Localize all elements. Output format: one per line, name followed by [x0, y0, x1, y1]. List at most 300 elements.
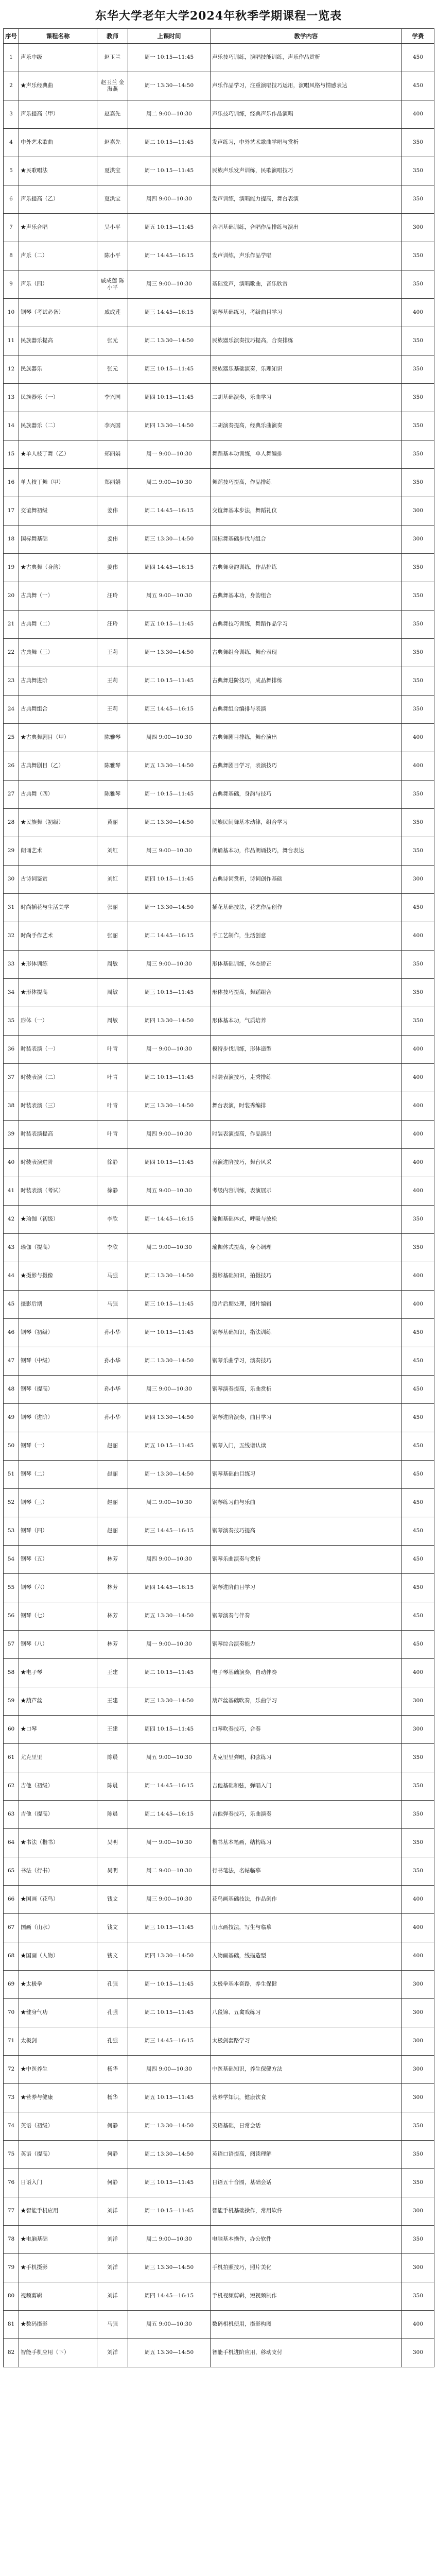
cell-time: 周二 9:00—10:30 [128, 1489, 211, 1517]
cell-no: 19 [4, 554, 19, 582]
cell-content: 智能手机进阶应用，移动支付 [211, 2339, 402, 2367]
cell-course: ★葫芦丝 [19, 1687, 97, 1716]
cell-course: 钢琴（一） [19, 1432, 97, 1461]
cell-content: 国标舞基础步伐与组合 [211, 526, 402, 554]
cell-no: 53 [4, 1517, 19, 1546]
cell-time: 周二 13:30—14:50 [128, 2141, 211, 2169]
cell-course: ★口琴 [19, 1716, 97, 1744]
cell-course: ★手机摄影 [19, 2254, 97, 2282]
cell-no: 2 [4, 72, 19, 100]
cell-teacher: 李兴国 [97, 412, 128, 440]
cell-no: 56 [4, 1602, 19, 1631]
cell-fee: 300 [402, 2339, 434, 2367]
cell-teacher: 陈小平 [97, 242, 128, 270]
cell-content: 古典舞剧目学习，表演技巧 [211, 752, 402, 781]
table-body [4, 44, 434, 2367]
table-row [4, 2027, 434, 2056]
cell-fee: 450 [402, 1602, 434, 1631]
cell-no: 45 [4, 1291, 19, 1319]
cell-course: 吉他（初级） [19, 1772, 97, 1801]
cell-course: 朗诵艺术 [19, 837, 97, 866]
table-row [4, 214, 434, 242]
cell-course: 声乐提高（甲） [19, 100, 97, 129]
cell-no: 31 [4, 894, 19, 922]
cell-fee: 400 [402, 752, 434, 781]
cell-fee: 350 [402, 384, 434, 412]
cell-no: 48 [4, 1376, 19, 1404]
cell-no: 11 [4, 327, 19, 355]
cell-course: 钢琴（三） [19, 1489, 97, 1517]
cell-content: 形体技巧提高，舞蹈组合 [211, 979, 402, 1007]
cell-content: 形体基础训练，体态矫正 [211, 951, 402, 979]
cell-time: 周二 13:30—14:50 [128, 809, 211, 837]
cell-no: 81 [4, 2311, 19, 2339]
cell-no: 49 [4, 1404, 19, 1432]
header-content: 教学内容 [211, 29, 402, 44]
cell-no: 75 [4, 2141, 19, 2169]
cell-course: 瑜伽（提高） [19, 1234, 97, 1262]
cell-fee: 350 [402, 469, 434, 497]
cell-no: 15 [4, 440, 19, 469]
table-row [4, 1262, 434, 1291]
cell-fee: 350 [402, 1772, 434, 1801]
cell-teacher: 姜伟 [97, 554, 128, 582]
cell-time: 周四 13:30—14:50 [128, 1942, 211, 1971]
cell-no: 52 [4, 1489, 19, 1517]
cell-no: 39 [4, 1121, 19, 1149]
table-row [4, 2311, 434, 2339]
cell-teacher: 郑丽娟 [97, 469, 128, 497]
cell-no: 35 [4, 1007, 19, 1036]
table-row [4, 1206, 434, 1234]
cell-teacher: 夏洪宝 [97, 157, 128, 185]
cell-content: 营养学知识，健康饮食 [211, 2084, 402, 2112]
cell-time: 周一 10:15—11:45 [128, 1319, 211, 1347]
cell-fee: 350 [402, 1829, 434, 1857]
table-row [4, 1914, 434, 1942]
cell-teacher: 孙小华 [97, 1404, 128, 1432]
cell-course: 时装表演（二） [19, 1064, 97, 1092]
cell-content: 发声训练，演唱能力提高，舞台表演 [211, 185, 402, 214]
cell-time: 周二 14:45—16:15 [128, 497, 211, 526]
cell-content: 钢琴基础练习，考级曲目学习 [211, 299, 402, 327]
table-row [4, 979, 434, 1007]
cell-fee: 300 [402, 1999, 434, 2027]
cell-fee: 400 [402, 100, 434, 129]
cell-course: ★电脑基础 [19, 2226, 97, 2254]
cell-content: 钢琴演奏提高，乐曲赏析 [211, 1376, 402, 1404]
cell-teacher: 赵玉兰 [97, 44, 128, 72]
cell-teacher: 徐静 [97, 1177, 128, 1206]
cell-fee: 400 [402, 1262, 434, 1291]
cell-fee: 450 [402, 1574, 434, 1602]
cell-course: 古典舞（一） [19, 582, 97, 611]
cell-teacher: 赵丽 [97, 1489, 128, 1517]
cell-teacher: 夏洪宝 [97, 185, 128, 214]
cell-content: 太极剑套路学习 [211, 2027, 402, 2056]
cell-time: 周一 13:30—14:50 [128, 2112, 211, 2141]
cell-course: ★民歌唱法 [19, 157, 97, 185]
cell-fee: 350 [402, 837, 434, 866]
cell-fee: 350 [402, 440, 434, 469]
table-row [4, 1999, 434, 2027]
cell-time: 周五 9:00—10:30 [128, 582, 211, 611]
cell-no: 46 [4, 1319, 19, 1347]
cell-no: 30 [4, 866, 19, 894]
cell-teacher: 李兴国 [97, 384, 128, 412]
cell-content: 钢琴综合演奏能力 [211, 1631, 402, 1659]
cell-no: 8 [4, 242, 19, 270]
cell-no: 79 [4, 2254, 19, 2282]
table-row [4, 1404, 434, 1432]
cell-no: 82 [4, 2339, 19, 2367]
cell-time: 周五 9:00—10:30 [128, 1744, 211, 1772]
cell-content: 英语口语提高，阅读理解 [211, 2141, 402, 2169]
cell-course: ★国画（花鸟） [19, 1886, 97, 1914]
cell-teacher: 王莉 [97, 667, 128, 696]
cell-no: 12 [4, 355, 19, 384]
table-row [4, 866, 434, 894]
cell-content: 照片后期处理，图片编辑 [211, 1291, 402, 1319]
cell-course: 尤克里里 [19, 1744, 97, 1772]
table-row [4, 1432, 434, 1461]
cell-course: ★数码摄影 [19, 2311, 97, 2339]
cell-content: 发声训练，声乐作品学唱 [211, 242, 402, 270]
cell-teacher: 孔强 [97, 2027, 128, 2056]
cell-no: 34 [4, 979, 19, 1007]
cell-time: 周四 13:30—14:50 [128, 412, 211, 440]
table-row [4, 1971, 434, 1999]
cell-time: 周五 9:00—10:30 [128, 2311, 211, 2339]
cell-fee: 350 [402, 696, 434, 724]
cell-no: 37 [4, 1064, 19, 1092]
cell-course: 时尚手作艺术 [19, 922, 97, 951]
cell-time: 周五 10:15—11:45 [128, 2084, 211, 2112]
cell-fee: 350 [402, 2282, 434, 2311]
cell-teacher: 李欣 [97, 1234, 128, 1262]
table-row [4, 1631, 434, 1659]
cell-time: 周三 14:45—16:15 [128, 299, 211, 327]
table-row [4, 724, 434, 752]
cell-content: 古典舞剧目排练，舞台演出 [211, 724, 402, 752]
cell-content: 数码相机使用，摄影构图 [211, 2311, 402, 2339]
cell-no: 36 [4, 1036, 19, 1064]
table-row [4, 129, 434, 157]
cell-course: ★国画（人物） [19, 1942, 97, 1971]
table-row [4, 1121, 434, 1149]
cell-time: 周二 14:45—16:15 [128, 1801, 211, 1829]
cell-time: 周一 13:30—14:50 [128, 894, 211, 922]
cell-teacher: 汪玲 [97, 582, 128, 611]
cell-fee: 450 [402, 72, 434, 100]
cell-teacher: 王莉 [97, 696, 128, 724]
cell-time: 周一 10:15—11:45 [128, 2197, 211, 2226]
table-row [4, 951, 434, 979]
table-row [4, 1064, 434, 1092]
cell-time: 周三 13:30—14:50 [128, 1092, 211, 1121]
cell-teacher: 孙小华 [97, 1347, 128, 1376]
cell-fee: 400 [402, 1914, 434, 1942]
table-row [4, 1517, 434, 1546]
cell-teacher: 周敏 [97, 1007, 128, 1036]
cell-fee: 300 [402, 214, 434, 242]
cell-time: 周三 14:45—16:15 [128, 696, 211, 724]
cell-fee: 300 [402, 526, 434, 554]
cell-content: 钢琴基础曲目练习 [211, 1461, 402, 1489]
cell-no: 72 [4, 2056, 19, 2084]
cell-time: 周二 9:00—10:30 [128, 1234, 211, 1262]
cell-no: 32 [4, 922, 19, 951]
cell-time: 周一 14:45—16:15 [128, 1772, 211, 1801]
table-row [4, 2084, 434, 2112]
cell-teacher: 何静 [97, 2141, 128, 2169]
cell-course: 钢琴（五） [19, 1546, 97, 1574]
cell-teacher: 王建 [97, 1687, 128, 1716]
cell-fee: 400 [402, 1036, 434, 1064]
cell-fee: 350 [402, 185, 434, 214]
cell-content: 时装表演技巧，走秀排练 [211, 1064, 402, 1092]
cell-teacher: 赵丽 [97, 1432, 128, 1461]
cell-course: 声乐提高（乙） [19, 185, 97, 214]
cell-course: ★书法（楷书） [19, 1829, 97, 1857]
cell-teacher: 王建 [97, 1659, 128, 1687]
cell-content: 尤克里里弹唱，和弦练习 [211, 1744, 402, 1772]
cell-fee: 350 [402, 157, 434, 185]
table-row [4, 781, 434, 809]
cell-content: 声乐技巧训练，演唱技能训练，声乐作品赏析 [211, 44, 402, 72]
cell-time: 周三 9:00—10:30 [128, 1886, 211, 1914]
cell-fee: 300 [402, 497, 434, 526]
cell-time: 周一 9:00—10:30 [128, 1829, 211, 1857]
cell-time: 周四 9:00—10:30 [128, 1121, 211, 1149]
cell-fee: 350 [402, 270, 434, 299]
table-row [4, 1177, 434, 1206]
cell-time: 周四 14:45—16:15 [128, 554, 211, 582]
cell-time: 周五 10:15—11:45 [128, 1432, 211, 1461]
cell-teacher: 李欣 [97, 1206, 128, 1234]
table-row [4, 2197, 434, 2226]
cell-teacher: 陈雅琴 [97, 752, 128, 781]
cell-teacher: 钱文 [97, 1942, 128, 1971]
cell-time: 周一 10:15—11:45 [128, 781, 211, 809]
cell-teacher: 何静 [97, 2169, 128, 2197]
cell-course: 钢琴（二） [19, 1461, 97, 1489]
cell-content: 瑜伽基础体式，呼吸与放松 [211, 1206, 402, 1234]
cell-no: 43 [4, 1234, 19, 1262]
cell-course: 古典舞进阶 [19, 667, 97, 696]
cell-course: 民族器乐（一） [19, 384, 97, 412]
cell-course: ★健身气功 [19, 1999, 97, 2027]
cell-course: 国标舞基础 [19, 526, 97, 554]
cell-course: 时装表演进阶 [19, 1149, 97, 1177]
cell-no: 73 [4, 2084, 19, 2112]
cell-teacher: 叶青 [97, 1036, 128, 1064]
cell-content: 葫芦丝基础吹奏，乐曲学习 [211, 1687, 402, 1716]
cell-fee: 450 [402, 1631, 434, 1659]
table-row [4, 894, 434, 922]
cell-time: 周一 13:30—14:50 [128, 639, 211, 667]
cell-fee: 400 [402, 1064, 434, 1092]
cell-fee: 350 [402, 639, 434, 667]
cell-course: 声乐（二） [19, 242, 97, 270]
cell-content: 钢琴演奏与伴奏 [211, 1602, 402, 1631]
cell-teacher: 汪玲 [97, 611, 128, 639]
cell-teacher: 何静 [97, 2112, 128, 2141]
table-row [4, 582, 434, 611]
cell-teacher: 刘洋 [97, 2226, 128, 2254]
cell-time: 周一 13:30—14:50 [128, 1461, 211, 1489]
cell-fee: 350 [402, 1744, 434, 1772]
table-row [4, 526, 434, 554]
cell-no: 44 [4, 1262, 19, 1291]
cell-fee: 350 [402, 809, 434, 837]
cell-no: 23 [4, 667, 19, 696]
cell-time: 周二 9:00—10:30 [128, 1857, 211, 1886]
cell-no: 61 [4, 1744, 19, 1772]
cell-no: 18 [4, 526, 19, 554]
cell-fee: 400 [402, 922, 434, 951]
cell-time: 周四 13:30—14:50 [128, 1404, 211, 1432]
cell-course: 古典舞组合 [19, 696, 97, 724]
cell-teacher: 周敏 [97, 951, 128, 979]
cell-course: 时装表演提高 [19, 1121, 97, 1149]
cell-content: 形体基本功，气质培养 [211, 1007, 402, 1036]
cell-time: 周三 10:15—11:45 [128, 1291, 211, 1319]
cell-course: 时装表演（一） [19, 1036, 97, 1064]
cell-time: 周四 9:00—10:30 [128, 185, 211, 214]
cell-time: 周三 14:45—16:15 [128, 1517, 211, 1546]
cell-content: 古典诗词赏析，诗词创作基础 [211, 866, 402, 894]
cell-fee: 300 [402, 2084, 434, 2112]
cell-time: 周一 14:45—16:15 [128, 1206, 211, 1234]
cell-course: 书法（行书） [19, 1857, 97, 1886]
cell-time: 周一 13:30—14:50 [128, 72, 211, 100]
cell-no: 58 [4, 1659, 19, 1687]
cell-teacher: 陈晨 [97, 1801, 128, 1829]
cell-course: 钢琴（八） [19, 1631, 97, 1659]
cell-content: 钢琴进阶曲目学习 [211, 1574, 402, 1602]
cell-time: 周四 14:45—16:15 [128, 2282, 211, 2311]
cell-fee: 300 [402, 2056, 434, 2084]
cell-course: 国画（山水） [19, 1914, 97, 1942]
cell-content: 发声练习，中外艺术歌曲学唱与赏析 [211, 129, 402, 157]
cell-fee: 350 [402, 582, 434, 611]
cell-fee: 450 [402, 1404, 434, 1432]
cell-course: 钢琴（初级） [19, 1319, 97, 1347]
cell-fee: 350 [402, 1857, 434, 1886]
cell-content: 钢琴进阶演奏，曲目学习 [211, 1404, 402, 1432]
cell-no: 33 [4, 951, 19, 979]
cell-content: 钢琴乐曲演奏与赏析 [211, 1546, 402, 1574]
cell-course: ★中医养生 [19, 2056, 97, 2084]
cell-no: 20 [4, 582, 19, 611]
cell-no: 28 [4, 809, 19, 837]
cell-content: 舞台表演，时装秀编排 [211, 1092, 402, 1121]
cell-teacher: 王建 [97, 1716, 128, 1744]
cell-no: 3 [4, 100, 19, 129]
table-row [4, 837, 434, 866]
cell-teacher: 杨华 [97, 2084, 128, 2112]
cell-content: 电子琴基础演奏，自动伴奏 [211, 1659, 402, 1687]
cell-time: 周三 9:00—10:30 [128, 837, 211, 866]
cell-content: 声乐作品学习，注重演唱技巧运用，演唱风格与情感表达 [211, 72, 402, 100]
cell-course: 钢琴（进阶） [19, 1404, 97, 1432]
table-row [4, 2056, 434, 2084]
cell-content: 舞蹈技巧提高，作品排练 [211, 469, 402, 497]
cell-content: 电脑基本操作，办公软件 [211, 2226, 402, 2254]
cell-teacher: 林芳 [97, 1631, 128, 1659]
table-row [4, 44, 434, 72]
table-row [4, 1574, 434, 1602]
cell-no: 50 [4, 1432, 19, 1461]
cell-content: 口琴吹奏技巧，合奏 [211, 1716, 402, 1744]
cell-fee: 300 [402, 1971, 434, 1999]
table-row [4, 412, 434, 440]
cell-course: ★太极拳 [19, 1971, 97, 1999]
cell-no: 70 [4, 1999, 19, 2027]
cell-content: 古典舞组合编排与表演 [211, 696, 402, 724]
cell-no: 1 [4, 44, 19, 72]
cell-no: 60 [4, 1716, 19, 1744]
cell-no: 24 [4, 696, 19, 724]
cell-teacher: 马强 [97, 2311, 128, 2339]
cell-course: 形体（一） [19, 1007, 97, 1036]
cell-teacher: 戚成莲 [97, 299, 128, 327]
cell-course: 古典舞（四） [19, 781, 97, 809]
cell-fee: 400 [402, 1942, 434, 1971]
cell-time: 周二 13:30—14:50 [128, 327, 211, 355]
header-no: 序号 [4, 29, 19, 44]
table-row [4, 1092, 434, 1121]
table-row [4, 1857, 434, 1886]
cell-course: 时装表演（三） [19, 1092, 97, 1121]
cell-fee: 400 [402, 1291, 434, 1319]
cell-content: 插花基础技法，花艺作品创作 [211, 894, 402, 922]
cell-teacher: 叶青 [97, 1064, 128, 1092]
cell-content: 民族器乐演奏技巧提高，合奏排练 [211, 327, 402, 355]
cell-teacher: 钱文 [97, 1886, 128, 1914]
cell-content: 二胡基础演奏，乐曲学习 [211, 384, 402, 412]
cell-no: 16 [4, 469, 19, 497]
cell-no: 26 [4, 752, 19, 781]
cell-fee: 450 [402, 894, 434, 922]
cell-teacher: 马强 [97, 1291, 128, 1319]
table-row [4, 299, 434, 327]
cell-content: 古典舞身韵训练，作品排练 [211, 554, 402, 582]
cell-no: 13 [4, 384, 19, 412]
cell-content: 吉他基础和弦，弹唱入门 [211, 1772, 402, 1801]
table-row [4, 2339, 434, 2367]
cell-fee: 300 [402, 2254, 434, 2282]
cell-time: 周五 10:15—11:45 [128, 214, 211, 242]
cell-time: 周三 10:15—11:45 [128, 979, 211, 1007]
table-row [4, 554, 434, 582]
cell-time: 周三 14:45—16:15 [128, 2027, 211, 2056]
cell-time: 周四 10:15—11:45 [128, 384, 211, 412]
cell-time: 周四 10:15—11:45 [128, 866, 211, 894]
cell-no: 80 [4, 2282, 19, 2311]
table-row [4, 667, 434, 696]
cell-content: 考级内容训练，表演展示 [211, 1177, 402, 1206]
cell-content: 太极拳基本套路，养生保健 [211, 1971, 402, 1999]
cell-content: 古典舞基本功，身韵组合 [211, 582, 402, 611]
table-row [4, 1461, 434, 1489]
cell-time: 周五 13:30—14:50 [128, 2339, 211, 2367]
cell-teacher: 王莉 [97, 639, 128, 667]
table-row [4, 440, 434, 469]
cell-no: 7 [4, 214, 19, 242]
cell-teacher: 陈雅琴 [97, 724, 128, 752]
